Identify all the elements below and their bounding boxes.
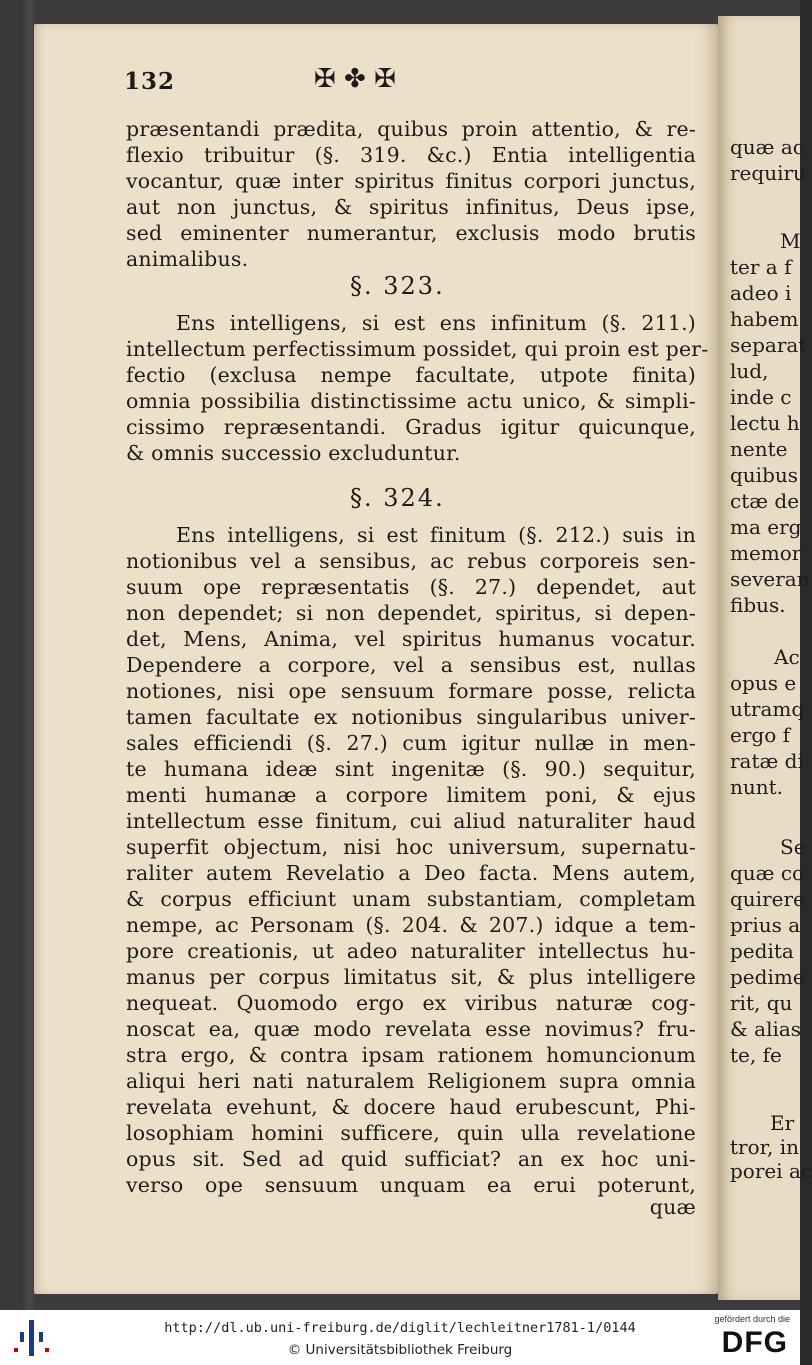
text-line: ratæ di bbox=[730, 749, 804, 773]
text-line: raliter autem Revelatio a Deo facta. Mens autem, bbox=[126, 861, 696, 885]
copyright-text: © Universitätsbibliothek Freiburg bbox=[287, 1342, 513, 1358]
text-line: opus sit. Sed ad quid sufficiat? an ex hoc uni- bbox=[126, 1147, 696, 1171]
text-line: lectu h bbox=[730, 411, 800, 435]
text-line: adeo i bbox=[730, 281, 792, 305]
text-line: nequeat. Quomodo ergo ex viribus naturæ cog- bbox=[126, 991, 696, 1015]
text-line: nunt. bbox=[730, 775, 784, 799]
text-line: notiones, nisi ope sensuum formare posse, relicta bbox=[126, 679, 696, 703]
text-line: separat bbox=[730, 333, 807, 357]
text-line: Er bbox=[770, 1111, 795, 1135]
text-line: inde c bbox=[730, 385, 792, 409]
text-line: porei ac bbox=[730, 1159, 812, 1183]
text-line: quirere bbox=[730, 887, 805, 911]
text-line: & alias bbox=[730, 1017, 802, 1041]
text-line: memor bbox=[730, 541, 802, 565]
text-line: superfit objectum, nisi hoc universum, supernatu- bbox=[126, 835, 696, 859]
text-line: quæ co bbox=[730, 861, 805, 885]
text-line: intellectum perfectissimum possidet, qui proin est per- bbox=[126, 337, 709, 361]
text-line: non dependet; si non dependet, spiritus, si depen- bbox=[126, 601, 696, 625]
text-line: tamen facultate ex notionibus singularibus univer- bbox=[126, 705, 696, 729]
text-line: aliqui heri nati naturalem Religionem supra omnia bbox=[126, 1069, 696, 1093]
text-line: fibus. bbox=[730, 593, 786, 617]
text-line: pedita bbox=[730, 939, 794, 963]
text-line: sed eminenter numerantur, exclusis modo brutis bbox=[126, 221, 696, 245]
text-line: pore creationis, ut adeo naturaliter intellectus hu- bbox=[126, 939, 696, 963]
text-line: Ac bbox=[774, 645, 800, 669]
page-header bbox=[124, 64, 684, 98]
text-line: manus per corpus limitatus sit, & plus intelligere bbox=[126, 965, 696, 989]
text-line: nente bbox=[730, 437, 788, 461]
text-line: flexio tribuitur (§. 319. &c.) Entia intelligentia bbox=[126, 143, 696, 167]
text-line: animalibus. bbox=[126, 247, 249, 271]
text-line: & omnis successio excluduntur. bbox=[126, 441, 461, 465]
text-line: intellectum esse finitum, cui aliud naturaliter haud bbox=[126, 809, 696, 833]
text-line: præsentandi prædita, quibus proin attentio, & re- bbox=[126, 117, 696, 141]
text-line: aut non junctus, & spiritus infinitus, Deus ipse, bbox=[126, 195, 696, 219]
text-line: pedime bbox=[730, 965, 805, 989]
text-line: verso ope sensuum unquam ea erui poterunt, bbox=[126, 1173, 696, 1197]
text-line: ma erg bbox=[730, 515, 802, 539]
funding-note: gefördert durch die bbox=[714, 1314, 790, 1324]
header-ornament: ✠ ✤ ✠ bbox=[314, 64, 396, 94]
source-url-link[interactable]: http://dl.ub.uni-freiburg.de/diglit/lechleitner1781-1/0144 bbox=[164, 1320, 636, 1336]
text-line: quæ ac bbox=[730, 135, 804, 159]
text-line: severan bbox=[730, 567, 810, 591]
text-line: suum ope repræsentatis (§. 27.) dependet, aut bbox=[126, 575, 696, 599]
text-line: tror, in bbox=[730, 1135, 799, 1159]
page-number: 132 bbox=[124, 68, 176, 95]
text-line: habem bbox=[730, 307, 799, 331]
text-line: menti humanæ a corpore limitem poni, & ejus bbox=[126, 783, 696, 807]
text-line: ergo f bbox=[730, 723, 790, 747]
text-line: notionibus vel a sensibus, ac rebus corporeis sen- bbox=[126, 549, 696, 573]
text-line: omnia possibilia distinctissime actu unico, & simpli- bbox=[126, 389, 696, 413]
text-line: stra ergo, & contra ipsam rationem homuncionum bbox=[126, 1043, 696, 1067]
text-line: Se bbox=[780, 835, 806, 859]
catchword: quæ bbox=[649, 1195, 696, 1219]
dfg-logo: DFG bbox=[721, 1326, 788, 1359]
text-line: & corpus efficiunt unam substantiam, completam bbox=[126, 887, 696, 911]
text-line: vocantur, quæ inter spiritus finitus corpori junctus, bbox=[126, 169, 696, 193]
text-line: prius a bbox=[730, 913, 801, 937]
text-line: te humana ideæ sint ingenitæ (§. 90.) sequitur, bbox=[126, 757, 696, 781]
text-line: quibus bbox=[730, 463, 799, 487]
text-line: cissimo repræsentandi. Gradus igitur quicunque, bbox=[126, 415, 696, 439]
text-line: requiru bbox=[730, 161, 806, 185]
text-line: Ens intelligens, si est ens infinitum (§. 211.) bbox=[176, 311, 696, 335]
text-line: opus e bbox=[730, 671, 797, 695]
text-line: fectio (exclusa nempe facultate, utpote finita) bbox=[126, 363, 696, 387]
viewer-footer bbox=[0, 1310, 800, 1365]
text-line: lud, bbox=[730, 359, 769, 383]
section-title: §. 324. bbox=[350, 484, 445, 512]
text-line: ter a f bbox=[730, 255, 792, 279]
section-title: §. 323. bbox=[350, 272, 445, 300]
text-line: ctæ de bbox=[730, 489, 800, 513]
right-page-text bbox=[730, 134, 812, 1184]
text-line: nempe, ac Personam (§. 204. & 207.) idque a tem- bbox=[126, 913, 696, 937]
text-line: det, Mens, Anima, vel spiritus humanus vocatur. bbox=[126, 627, 696, 651]
text-line: rit, qu bbox=[730, 991, 793, 1015]
text-line: te, fe bbox=[730, 1043, 782, 1067]
text-line: M bbox=[780, 229, 801, 253]
text-line: noscat ea, quæ modo revelata esse novimus? fru- bbox=[126, 1017, 696, 1041]
text-line: losophiam homini sufficere, quin ulla revelatione bbox=[126, 1121, 696, 1145]
text-line: utramq bbox=[730, 697, 805, 721]
text-line: sales efficiendi (§. 27.) cum igitur nullæ in men- bbox=[126, 731, 696, 755]
text-line: Ens intelligens, si est finitum (§. 212.) suis in bbox=[176, 523, 696, 547]
text-line: Dependere a corpore, vel a sensibus est, nullas bbox=[126, 653, 696, 677]
text-line: revelata evehunt, & docere haud erubescunt, Phi- bbox=[126, 1095, 696, 1119]
